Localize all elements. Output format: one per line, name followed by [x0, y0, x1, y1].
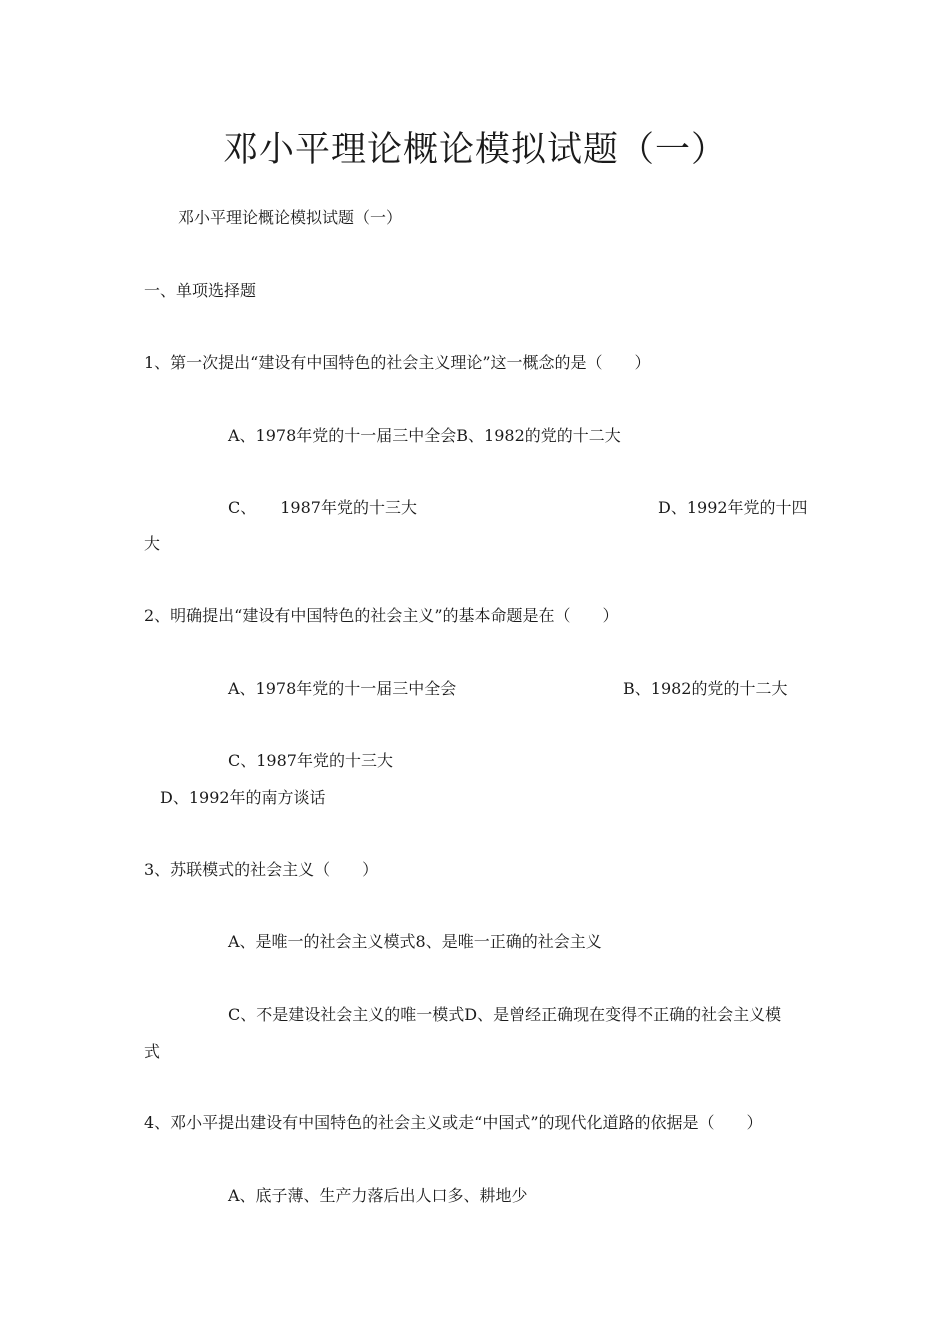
question-2-option-c: C、1987年党的十三大 [228, 751, 393, 770]
question-4-option-a: A、底子薄、生产力落后出人口多、耕地少 [228, 1186, 528, 1205]
question-1-option-d-wrap: 大 [144, 534, 161, 553]
question-2-stem: 2、明确提出“建设有中国特色的社会主义”的基本命题是在（ ） [144, 606, 619, 625]
question-3-stem: 3、苏联模式的社会主义（ ） [144, 860, 379, 879]
question-3-options-cd-wrap: 式 [144, 1042, 161, 1061]
document-subtitle: 邓小平理论概论模拟试题（一） [178, 208, 403, 227]
question-2-option-a: A、1978年党的十一届三中全会 [228, 679, 457, 698]
question-2-option-b: B、1982的党的十二大 [623, 679, 788, 698]
question-3-options-ab: A、是唯一的社会主义模式8、是唯一正确的社会主义 [228, 932, 602, 951]
document-title: 邓小平理论概论模拟试题（一） [222, 130, 727, 170]
question-3-options-cd: C、不是建设社会主义的唯一模式D、是曾经正确现在变得不正确的社会主义模 [228, 1005, 782, 1024]
question-1-option-d: D、1992年党的十四 [658, 498, 808, 517]
question-1-option-c: C、 1987年党的十三大 [228, 498, 417, 517]
question-1-options-ab: A、1978年党的十一届三中全会B、1982的党的十二大 [228, 426, 621, 445]
question-4-stem: 4、邓小平提出建设有中国特色的社会主义或走“中国式”的现代化道路的依据是（ ） [144, 1113, 763, 1132]
question-2-option-d: D、1992年的南方谈话 [160, 788, 326, 807]
section-heading: 一、单项选择题 [144, 281, 257, 300]
question-1-stem: 1、第一次提出“建设有中国特色的社会主义理论”这一概念的是（ ） [144, 353, 651, 372]
